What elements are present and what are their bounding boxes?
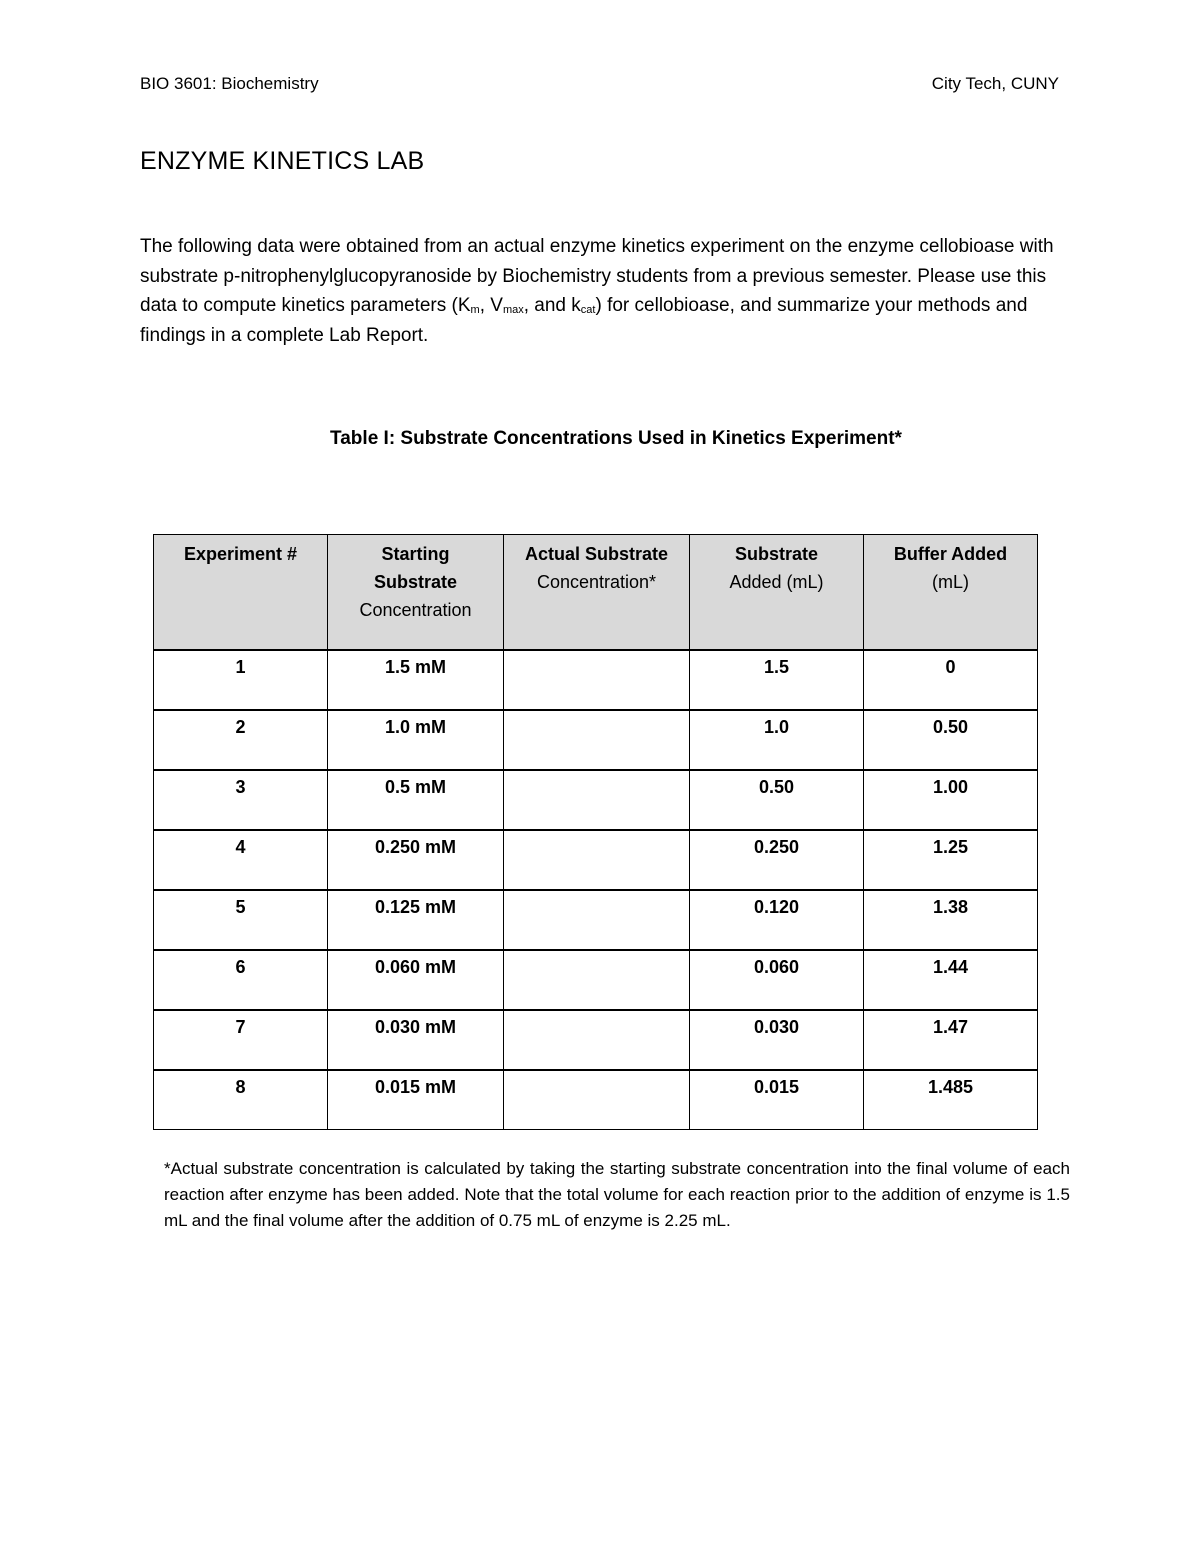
actual-concentration-cell — [504, 890, 690, 950]
buffer-added-cell: 1.38 — [864, 890, 1038, 950]
actual-concentration-cell — [504, 950, 690, 1010]
table-footnote: *Actual substrate concentration is calculated by taking the starting substrate concentration into the final volume of each reaction after enzyme has been added. Note that the total volume for each reaction prior to the addition of enzyme is 1.5 mL and the final volume after the addition of 0.75 mL of enzyme is 2.25 mL. — [164, 1159, 1070, 1230]
header-buffer-line2: (mL) — [932, 572, 969, 592]
intro-text-2: , V — [479, 295, 503, 316]
starting-concentration-cell: 1.0 mM — [328, 710, 504, 770]
table-row — [154, 1070, 1038, 1130]
experiment-number-cell: 7 — [154, 1010, 328, 1070]
page-title: ENZYME KINETICS LAB — [140, 147, 425, 175]
header-buffer-line1: Buffer Added — [893, 544, 1008, 564]
substrate-added-cell: 0.015 — [690, 1070, 864, 1130]
buffer-added-cell: 1.00 — [864, 770, 1038, 830]
starting-concentration-cell: 1.5 mM — [328, 650, 504, 710]
buffer-added-cell: 1.47 — [864, 1010, 1038, 1070]
header-experiment-label: Experiment # — [183, 544, 298, 564]
intro-text-3: , and k — [523, 295, 581, 316]
header-course: BIO 3601: Biochemistry — [140, 74, 319, 93]
substrate-added-cell: 0.030 — [690, 1010, 864, 1070]
kcat-subscript: cat — [580, 304, 596, 316]
table-row — [154, 830, 1038, 890]
header-starting-line1: Starting — [381, 544, 450, 564]
starting-concentration-cell: 0.125 mM — [328, 890, 504, 950]
experiment-number-cell: 6 — [154, 950, 328, 1010]
buffer-added-cell: 1.25 — [864, 830, 1038, 890]
km-subscript: m — [470, 304, 480, 316]
starting-concentration-cell: 0.5 mM — [328, 770, 504, 830]
table-header-row — [154, 535, 1038, 650]
experiment-number-cell: 1 — [154, 650, 328, 710]
experiment-number-cell: 4 — [154, 830, 328, 890]
starting-concentration-cell: 0.015 mM — [328, 1070, 504, 1130]
table-row — [154, 770, 1038, 830]
actual-concentration-cell — [504, 650, 690, 710]
header-actual-concentration — [504, 535, 690, 650]
vmax-subscript: max — [502, 304, 524, 316]
table-row — [154, 950, 1038, 1010]
header-starting-concentration — [328, 535, 504, 650]
header-institution: City Tech, CUNY — [931, 74, 1059, 93]
actual-concentration-cell — [504, 1070, 690, 1130]
table-row — [154, 650, 1038, 710]
intro-text-1: The following data were obtained from an actual enzyme kinetics experiment on the enzyme cellobioase with substrate p-nitrophenylglucopyranoside by Biochemistry students from a previous semester. Please use this data to compute kinetics parameters (K — [140, 236, 1054, 316]
actual-concentration-cell — [504, 1010, 690, 1070]
substrate-added-cell: 0.50 — [690, 770, 864, 830]
actual-concentration-cell — [504, 830, 690, 890]
experiment-number-cell: 2 — [154, 710, 328, 770]
buffer-added-cell: 1.44 — [864, 950, 1038, 1010]
actual-concentration-cell — [504, 770, 690, 830]
substrate-added-cell: 0.060 — [690, 950, 864, 1010]
header-starting-line3: Concentration — [359, 600, 472, 620]
substrate-added-cell: 0.120 — [690, 890, 864, 950]
table-body — [154, 650, 1038, 1130]
substrate-added-cell: 1.5 — [690, 650, 864, 710]
header-actual-line2: Concentration* — [536, 572, 657, 592]
header-starting-line2: Substrate — [373, 572, 458, 592]
experiment-number-cell: 3 — [154, 770, 328, 830]
intro-paragraph — [140, 232, 1080, 350]
experiment-number-cell: 5 — [154, 890, 328, 950]
header-substrate-added — [690, 535, 864, 650]
intro-text-4: ) for cellobioase, and summarize your methods and findings in a complete Lab Report. — [140, 295, 1028, 346]
substrate-added-cell: 0.250 — [690, 830, 864, 890]
table-title: Table I: Substrate Concentrations Used in Kinetics Experiment* — [330, 428, 902, 449]
header-substrate-line2: Added (mL) — [729, 572, 824, 592]
header-experiment — [154, 535, 328, 650]
header-buffer-added — [864, 535, 1038, 650]
substrate-added-cell: 1.0 — [690, 710, 864, 770]
starting-concentration-cell: 0.030 mM — [328, 1010, 504, 1070]
experiment-number-cell: 8 — [154, 1070, 328, 1130]
table-row — [154, 1010, 1038, 1070]
table-row — [154, 890, 1038, 950]
actual-concentration-cell — [504, 710, 690, 770]
buffer-added-cell: 1.485 — [864, 1070, 1038, 1130]
table-row — [154, 710, 1038, 770]
buffer-added-cell: 0.50 — [864, 710, 1038, 770]
header-substrate-line1: Substrate — [734, 544, 819, 564]
header-actual-line1: Actual Substrate — [524, 544, 669, 564]
starting-concentration-cell: 0.060 mM — [328, 950, 504, 1010]
substrate-table — [153, 534, 1038, 1130]
buffer-added-cell: 0 — [864, 650, 1038, 710]
starting-concentration-cell: 0.250 mM — [328, 830, 504, 890]
